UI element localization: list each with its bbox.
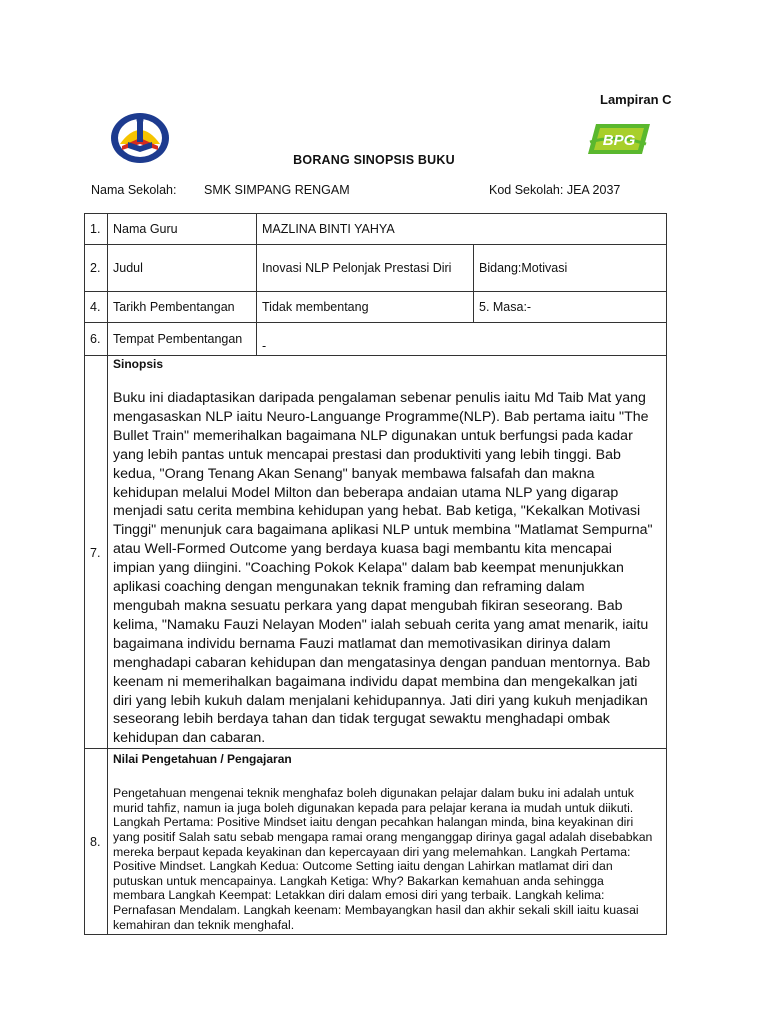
- field-label: Judul: [108, 245, 257, 292]
- section-title: Sinopsis: [113, 357, 164, 371]
- field-label: Tarikh Pembentangan: [108, 292, 257, 323]
- lampiran-label: Lampiran C: [600, 92, 672, 107]
- table-row: [85, 292, 667, 323]
- bpg-logo-text: BPG: [602, 132, 636, 149]
- presentation-place-value: -: [257, 323, 667, 356]
- row-number: 7.: [85, 356, 108, 749]
- lesson-section: [108, 749, 667, 935]
- section-title: Nilai Pengetahuan / Pengajaran: [113, 752, 292, 767]
- row-number: 8.: [85, 749, 108, 935]
- page-title: BORANG SINOPSIS BUKU: [293, 153, 455, 167]
- table-row: [85, 323, 667, 356]
- synopsis-form-table: [84, 213, 667, 935]
- table-row: [85, 214, 667, 245]
- table-row: [85, 356, 667, 749]
- row-number: 2.: [85, 245, 108, 292]
- school-label: Nama Sekolah:: [91, 183, 177, 197]
- school-value: SMK SIMPANG RENGAM: [204, 183, 350, 197]
- field-category-value: Bidang:Motivasi: [474, 245, 667, 292]
- book-title-value: Inovasi NLP Pelonjak Prestasi Diri: [257, 245, 474, 292]
- row-number: 4.: [85, 292, 108, 323]
- presentation-time-value: 5. Masa:-: [474, 292, 667, 323]
- row-number: 6.: [85, 323, 108, 356]
- school-code: Kod Sekolah: JEA 2037: [489, 183, 621, 197]
- lesson-text: Pengetahuan mengenai teknik menghafaz boleh digunakan pelajar dalam buku ini adalah untuk murid tahfiz, namun ia juga boleh digunakan kepada para pelajar kerana ia mudah untuk diikuti. Langkah Pertama: Positive Mindset iaitu dengan pecahkan halangan minda, bina keyakinan diri yang positif Salah satu sebab mengapa ramai orang menganggap dirinya gagal adalah disebabkan mereka berpaut kepada keyakinan dan kepercayaan diri yang melemahkan. Langkah Pertama: Positive Mindset. Langkah Kedua: Outcome Setting iaitu dengan Lahirkan matlamat diri dan putuskan untuk mencapainya. Langkah Ketiga: Why? Bakarkan kemahuan anda sehingga membara Langkah Keempat: Letakkan diri dalam emosi diri yang terbaik. Langkah kelima: Pernafasan Mendalam. Langkah keenam: Membayangkan hasil dan akhir sekali skill iaitu kuasai kemahiran dan teknik menghafal.: [113, 786, 653, 932]
- row-number: 1.: [85, 214, 108, 245]
- bpg-logo-icon: [586, 122, 652, 156]
- field-label: Tempat Pembentangan: [108, 323, 257, 356]
- field-label: Nama Guru: [108, 214, 257, 245]
- table-row: [85, 749, 667, 935]
- synopsis-text: Buku ini diadaptasikan daripada pengalaman sebenar penulis iaitu Md Taib Mat yang mengasaskan NLP iaitu Neuro-Languange Programme(NLP). Bab pertama iaitu "The Bullet Train" memerihalkan bagaimana NLP digunakan untuk berfungsi pada kadar yang lebih pantas untuk mencapai prestasi dan produktiviti yang lebih tinggi. Bab kedua, "Orang Tenang Akan Senang" banyak membawa falsafah dan makna kehidupan melalui Model Milton dan beberapa andaian utama NLP yang digarap menjadi satu cerita membina kehidupan yang hebat. Bab ketiga, "Kekalkan Motivasi Tinggi" menunjuk cara bagaimana aplikasi NLP untuk membina "Matlamat Sempurna" atau Well-Formed Outcome yang berdaya kuasa bagi membantu kita mencapai impian yang diingini. "Coaching Pokok Kelapa" dalam bab keempat menunjukkan aplikasi coaching dengan mengunakan teknik framing dan reframing dalam mengubah makna sesuatu perkara yang dapat mengubah fikiran seseorang. Bab kelima, "Namaku Fauzi Nelayan Moden" ialah sebuah cerita yang amat menarik, iaitu bagaimana individu bernama Fauzi matlamat dan memotivasikan dirinya dalam menghadapi cabaran kehidupan dan mengatasinya dengan panduan mentornya. Bab keenam ni memerihalkan bagaimana individu dapat membina dan mengekalkan jati diri yang lebih kukuh dalam menjalani kehidupannya. Jati diri yang kukuh menjadikan seseorang lebih berdaya tahan dan tidak tergugat sewaktu menghadapi ombak kehidupan dan cabaran.: [113, 390, 653, 747]
- teacher-name-value: MAZLINA BINTI YAHYA: [257, 214, 667, 245]
- presentation-date-value: Tidak membentang: [257, 292, 474, 323]
- table-row: [85, 245, 667, 292]
- synopsis-section: [108, 356, 667, 749]
